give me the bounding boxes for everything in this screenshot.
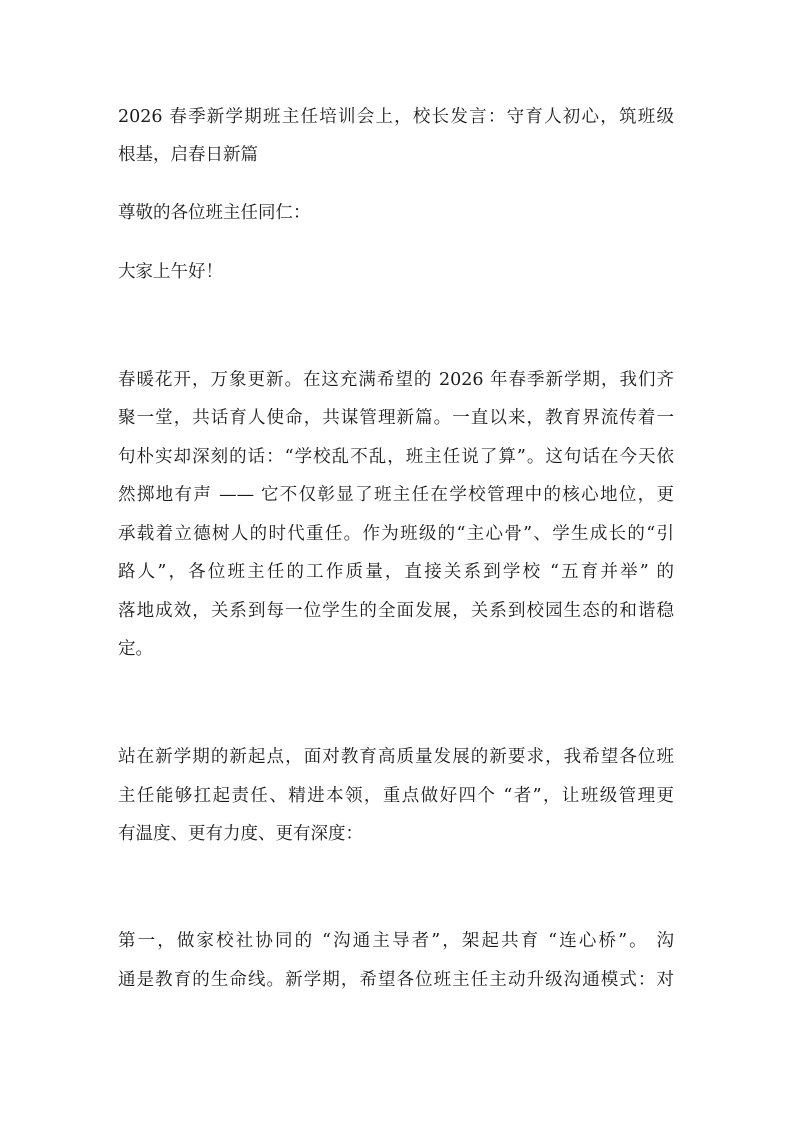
title-line-1: 2026 春季新学期班主任培训会上，校长发言：守育人初心，筑班级 [118, 107, 674, 127]
paragraph-3-line: 通是教育的生命线。新学期，希望各位班主任主动升级沟通模式：对 [118, 970, 674, 990]
title-line-2: 根基，启春日新篇 [118, 145, 258, 165]
paragraph-2-line: 有温度、更有力度、更有深度： [118, 824, 363, 844]
paragraph-1-line: 句朴实却深刻的话：“学校乱不乱，班主任说了算”。这句话在今天依 [118, 447, 674, 467]
paragraph-2-line: 主任能够扛起责任、精进本领，重点做好四个 “者”，让班级管理更 [118, 786, 674, 806]
greeting: 大家上午好！ [118, 262, 223, 282]
paragraph-1-line: 然掷地有声 —— 它不仅彰显了班主任在学校管理中的核心地位，更 [118, 485, 674, 505]
paragraph-3-line: 第一，做家校社协同的 “沟通主导者”，架起共育 “连心桥”。 沟 [118, 931, 674, 951]
paragraph-1-line: 承载着立德树人的时代重任。作为班级的“主心骨”、学生成长的“引 [118, 524, 674, 544]
salutation: 尊敬的各位班主任同仁： [118, 203, 311, 223]
paragraph-1-line: 聚一堂，共话育人使命，共谋管理新篇。一直以来，教育界流传着一 [118, 408, 674, 428]
paragraph-1-line: 落地成效，关系到每一位学生的全面发展，关系到校园生态的和谐稳 [118, 601, 674, 621]
paragraph-1-line: 春暖花开，万象更新。在这充满希望的 2026 年春季新学期，我们齐 [118, 370, 674, 390]
paragraph-1-line: 定。 [118, 639, 153, 659]
paragraph-1-line: 路人”，各位班主任的工作质量，直接关系到学校 “五育并举” 的 [118, 562, 674, 582]
paragraph-2-line: 站在新学期的新起点，面对教育高质量发展的新要求，我希望各位班 [118, 747, 674, 767]
